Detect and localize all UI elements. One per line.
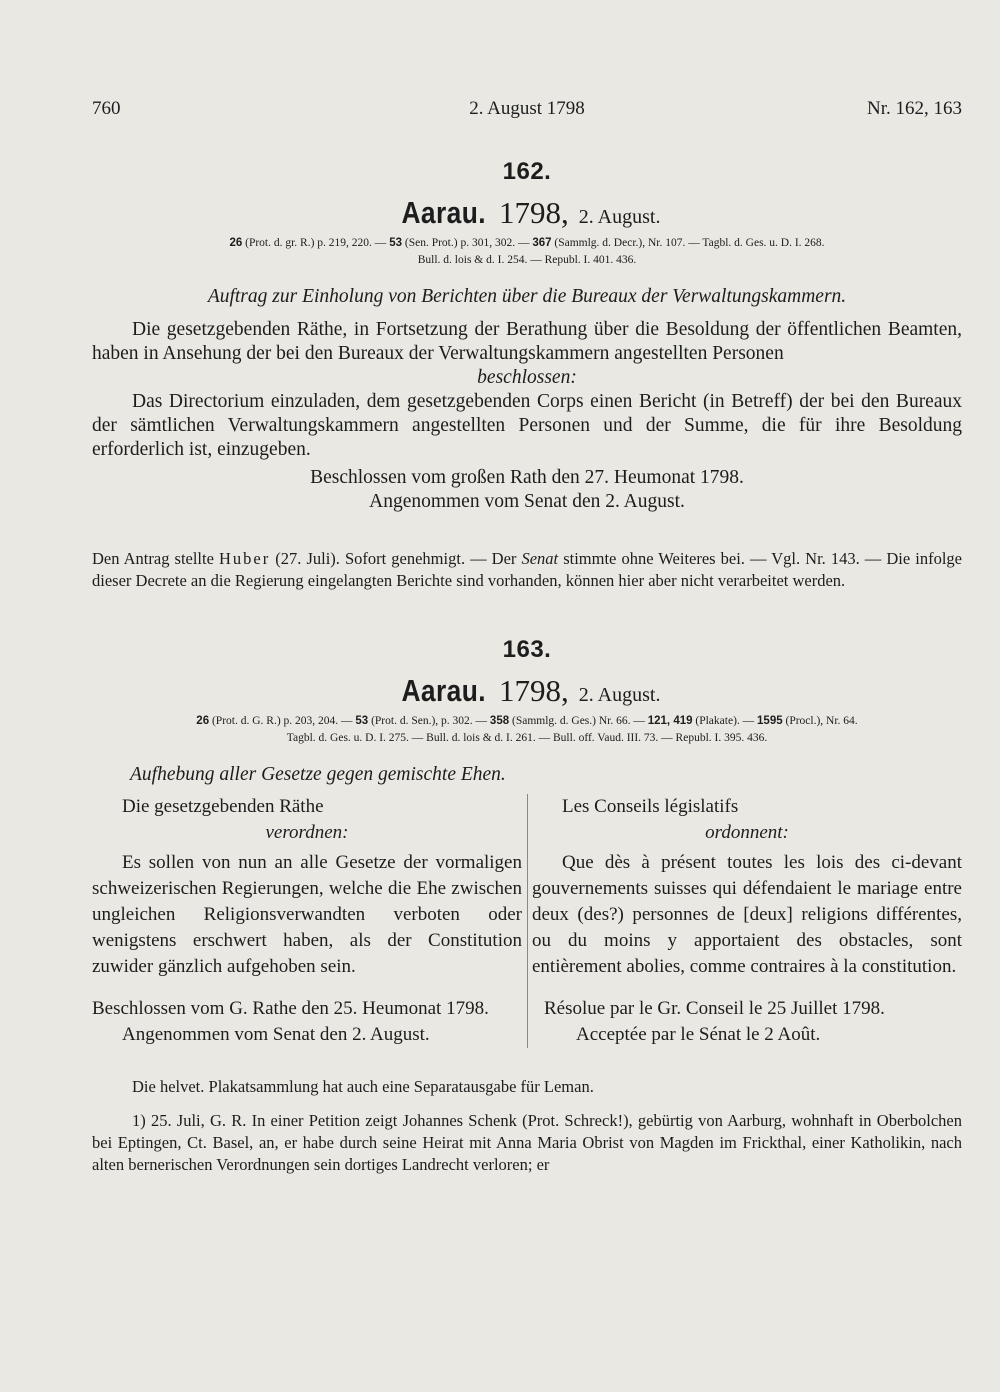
header-date: 2. August 1798 xyxy=(469,98,585,119)
doc-163-year: 1798, xyxy=(499,673,569,708)
doc-163-sources-line1 xyxy=(92,713,962,730)
source-ref-number: 121, 419 xyxy=(647,715,693,727)
note-text: stimmte ohne Weiteres bei. — Vgl. Nr. 143. — Die infolge dieser Decrete an die Regierung eingelangten Berichte sind vorhanden, können hier aber nicht verarbeitet werden. xyxy=(92,549,962,590)
doc-163-footnote: 1) 25. Juli, G. R. In einer Petition zeigt Johannes Schenk (Prot. Schreck!), gebürtig von Aarburg, wohnhaft in Oberbolchen bei Eptingen, Ct. Basel, an, er habe durch seine Heirat mit Anna Maria Obrist von Magden im Frickthal, einer Katholikin, nach alten bernerischen Verordnungen sein dortiges Landrecht verloren; er xyxy=(92,1111,962,1174)
french-verb: ordonnent: xyxy=(705,822,789,843)
doc-163-place: Aarau. xyxy=(400,673,486,708)
doc-162-closing2: Angenommen vom Senat den 2. August. xyxy=(369,491,685,512)
source-ref-text: (Plakate). — xyxy=(692,715,758,727)
note-senat: Senat xyxy=(521,549,559,568)
doc-162-closing1: Beschlossen vom großen Rath den 27. Heumonat 1798. xyxy=(310,467,744,488)
french-closing2: Acceptée par le Sénat le 2 Août. xyxy=(576,1024,821,1045)
source-ref-number: 1595 xyxy=(757,715,783,727)
source-ref-number: 367 xyxy=(532,237,552,249)
german-column xyxy=(92,794,522,1048)
doc-162-sources-line2: Bull. d. lois & d. I. 254. — Republ. I. 401. 436. xyxy=(417,254,637,266)
note-person-name: Huber xyxy=(218,549,271,568)
source-ref-number: 26 xyxy=(196,715,210,727)
source-ref-text: (Prot. d. G. R.) p. 203, 204. — xyxy=(209,715,356,727)
source-ref-text: (Prot. d. gr. R.) p. 219, 220. — xyxy=(242,237,390,249)
note-text: Den Antrag stellte xyxy=(92,549,219,568)
doc-163-subject: Aufhebung aller Gesetze gegen gemischte Ehen. xyxy=(130,764,506,785)
french-closing1: Résolue par le Gr. Conseil le 25 Juillet 1798. xyxy=(544,998,885,1019)
french-text: Que dès à présent toutes les lois des ci-devant gouvernements suisses qui défendaient le mariage entre deux (des?) personnes de [deux] religions différentes, ou du moins y apportaient des obstacles, sont entièrement abolies, comme contraires à la constitution. xyxy=(532,852,962,977)
doc-162-sources xyxy=(92,235,962,269)
source-ref-text: (Prot. d. Sen.), p. 302. — xyxy=(368,715,490,727)
source-ref-text: (Procl.), Nr. 64. xyxy=(782,715,858,727)
french-intro: Les Conseils législatifs xyxy=(562,796,739,817)
doc-163-sources-line2: Tagbl. d. Ges. u. D. I. 275. — Bull. d. lois & d. I. 261. — Bull. off. Vaud. III. 73. — Republ. I. 395. 436. xyxy=(286,732,768,744)
doc-162-resolved: beschlossen: xyxy=(477,367,577,388)
source-ref-text: (Sammlg. d. Decr.), Nr. 107. — Tagbl. d. Ges. u. D. I. 268. xyxy=(551,237,825,249)
doc-162-intro: Die gesetzgebenden Räthe, in Fortsetzung der Berathung über die Besoldung der öffentlichen Beamten, haben in Ansehung der bei den Bureaux der Verwaltungskammern angestellten Personen xyxy=(92,319,962,364)
doc-162-number: 162. xyxy=(502,158,552,185)
source-ref-text: (Sammlg. d. Ges.) Nr. 66. — xyxy=(509,715,648,727)
german-closing1: Beschlossen vom G. Rathe den 25. Heumonat 1798. xyxy=(92,998,489,1019)
doc-162-place: Aarau. xyxy=(400,195,486,230)
running-header xyxy=(92,98,962,120)
source-ref-number: 53 xyxy=(389,237,402,249)
doc-162-title xyxy=(92,195,962,231)
german-closing2: Angenommen vom Senat den 2. August. xyxy=(122,1024,430,1045)
source-ref-number: 53 xyxy=(355,715,369,727)
doc-163-number: 163. xyxy=(502,636,552,663)
page-number: 760 xyxy=(92,98,121,119)
german-verb: verordnen: xyxy=(265,822,349,843)
doc-163-parallel-columns xyxy=(92,794,962,1048)
french-column xyxy=(532,794,962,1048)
doc-162-date: 2. August. xyxy=(578,206,661,228)
doc-163-sources xyxy=(92,713,962,747)
source-ref-number: 358 xyxy=(489,715,510,727)
doc-163-date: 2. August. xyxy=(578,684,661,706)
doc-163-title xyxy=(92,673,962,709)
doc-162-subject: Auftrag zur Einholung von Berichten über die Bureaux der Verwaltungskammern. xyxy=(207,286,847,307)
doc-163-note: Die helvet. Plakatsammlung hat auch eine Separatausgabe für Leman. xyxy=(132,1077,594,1096)
source-ref-text: (Sen. Prot.) p. 301, 302. — xyxy=(401,237,533,249)
doc-162-text: Das Directorium einzuladen, dem gesetzgebenden Corps einen Bericht (in Betreff) der bei den Bureaux der sämtlichen Verwaltungskammern angestellten Personen und der Summe, die für ihre Besoldung erforderlich ist, einzugeben. xyxy=(92,391,962,460)
doc-162-body xyxy=(92,318,962,514)
german-text: Es sollen von nun an alle Gesetze der vormaligen schweizerischen Regierungen, welche die Ehe zwischen ungleichen Religionsverwandten verboten oder wenigstens erschwert haben, als der Constitution zuwider gänzlich aufgehoben sein. xyxy=(92,852,522,977)
header-numbers: Nr. 162, 163 xyxy=(867,98,962,119)
note-text: (27. Juli). Sofort genehmigt. — Der xyxy=(270,549,522,568)
doc-162-year: 1798, xyxy=(499,195,569,230)
source-ref-number: 26 xyxy=(229,237,243,249)
doc-162-sources-line1 xyxy=(92,235,962,252)
column-divider xyxy=(527,794,528,1048)
german-intro: Die gesetzgebenden Räthe xyxy=(122,796,324,817)
doc-162-note xyxy=(92,548,962,592)
